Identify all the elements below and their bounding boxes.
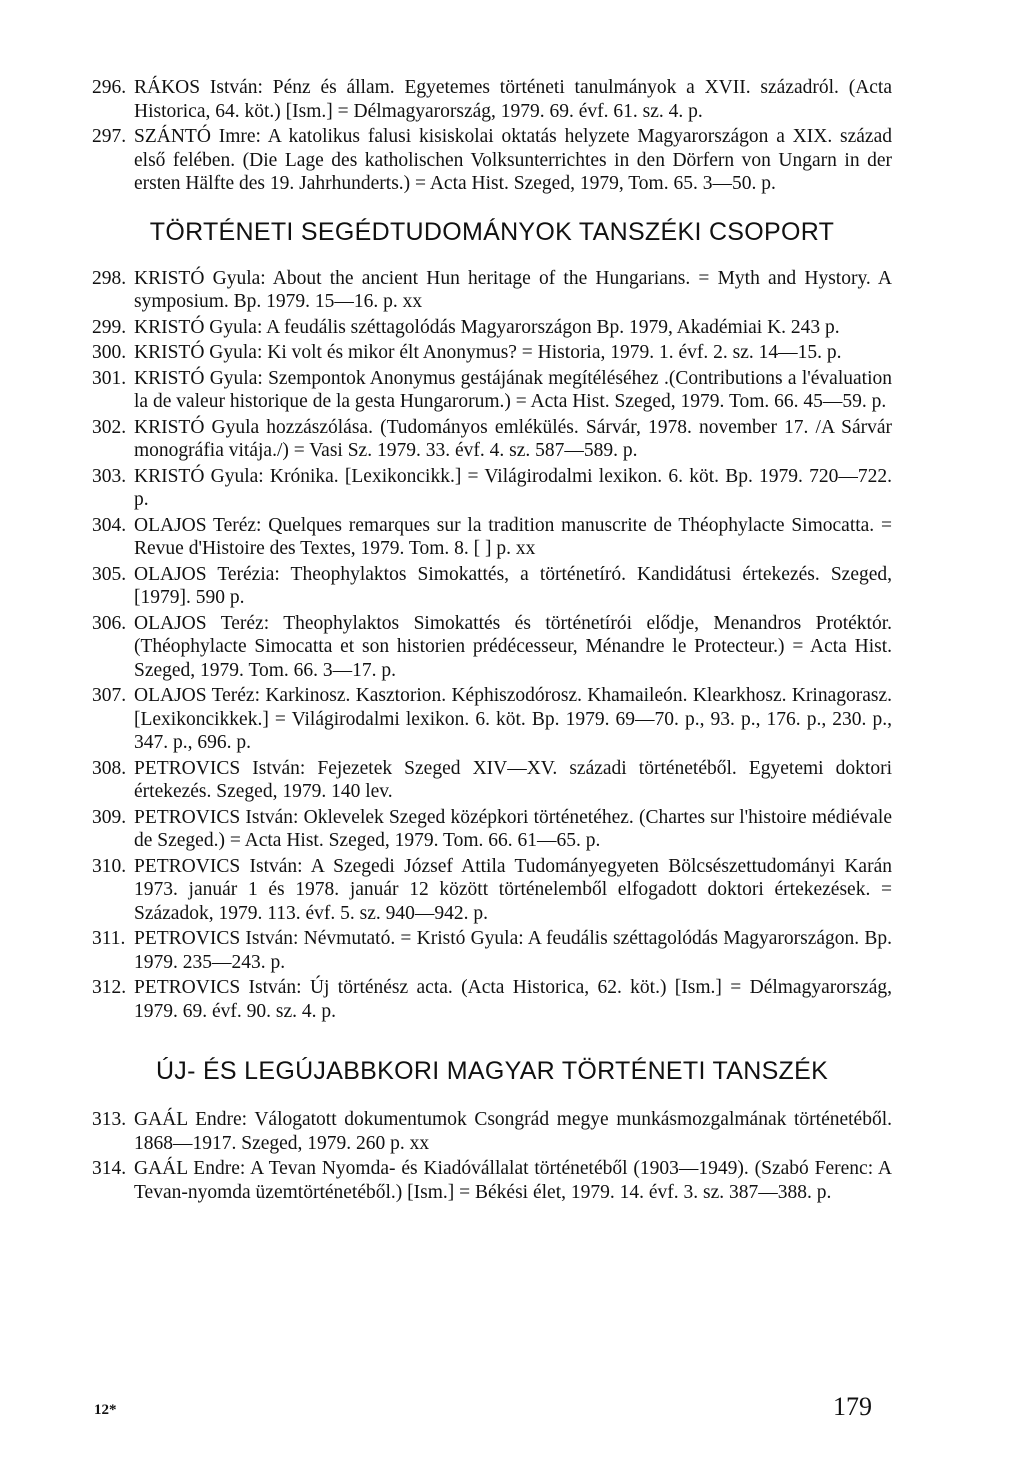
bibliography-entry <box>92 267 892 314</box>
entry-number: 309. <box>92 806 127 828</box>
bibliography-entry <box>92 416 892 463</box>
entry-number: 298. <box>92 267 127 289</box>
bibliography-entry <box>92 927 892 974</box>
bibliography-entry <box>92 367 892 414</box>
entry-number: 297. <box>92 126 127 147</box>
entry-text: OLAJOS Terézia: Theophylaktos Simokattés, a történetíró. Kandidátusi értekezés. Szeged, [1979]. 590 p. <box>134 563 892 608</box>
entry-text: PETROVICS István: Oklevelek Szeged középkori történetéhez. (Chartes sur l'histoire médiévale de Szeged.) = Acta Hist. Szeged, 1979. Tom. 66. 61—65. p. <box>134 806 892 851</box>
entry-number: 300. <box>92 342 127 363</box>
entry-number: 313. <box>92 1109 127 1130</box>
bibliography-entry <box>92 684 892 755</box>
entry-text: PETROVICS István: Új történész acta. (Acta Historica, 62. köt.) [Ism.] = Délmagyarország, 1979. 69. évf. 90. sz. 4. p. <box>134 977 892 1022</box>
entry-text: OLAJOS Teréz: Theophylaktos Simokattés és történetírói elődje, Menandros Protéktór. (Théophylacte Simocatta et son historien prédécesseur, Ménandre le Protecteur.) = Acta Hist. Szeged, 1979. Tom. 66. 3—17. p. <box>134 612 892 681</box>
entry-text: SZÁNTÓ Imre: A katolikus falusi kisiskolai oktatás helyzete Magyarországon a XIX. század első felében. (Die Lage des katholischen Volksunterrichtes in den Dörfern von Ungarn in der ersten Hälfte des 19. Jahrhunderts.) = Acta Hist. Szeged, 1979, Tom. 65. 3—50. p. <box>134 126 892 194</box>
bibliography-entry <box>92 465 892 512</box>
bibliography-entry <box>92 514 892 561</box>
page-number: 179 <box>833 1392 872 1421</box>
entry-number: 303. <box>92 465 127 487</box>
entry-text: PETROVICS István: Fejezetek Szeged XIV—XV. századi történetéből. Egyetemi doktori értekezés. Szeged, 1979. 140 lev. <box>134 757 892 802</box>
bibliography-entry <box>92 1108 892 1155</box>
entry-text: PETROVICS István: Névmutató. = Kristó Gyula: A feudális széttagolódás Magyarországon. Bp. 1979. 235—243. p. <box>134 928 892 973</box>
bibliography-entry <box>92 563 892 610</box>
entry-text: KRISTÓ Gyula: Krónika. [Lexikoncikk.] = Világirodalmi lexikon. 6. köt. Bp. 1979. 720—722. p. <box>134 465 892 510</box>
entry-number: 311. <box>92 928 126 949</box>
entry-number: 307. <box>92 685 127 706</box>
entry-text: OLAJOS Teréz: Quelques remarques sur la tradition manuscrite de Théophylacte Simocatta. = Revue d'Histoire des Textes, 1979. Tom. 8. [ ] p. xx <box>134 514 892 559</box>
entry-number: 296. <box>92 77 127 98</box>
entry-number: 302. <box>92 416 127 438</box>
entry-text: KRISTÓ Gyula: Ki volt és mikor élt Anonymus? = Historia, 1979. 1. évf. 2. sz. 14—15. p. <box>134 342 842 363</box>
bibliography-entry <box>92 341 892 365</box>
entry-text: KRISTÓ Gyula: Szempontok Anonymus gestájának megítéléséhez .(Contributions a l'évaluation la de valeur historique de la gesta Hungarorum.) = Acta Hist. Szeged, 1979. Tom. 66. 45—59. p. <box>134 367 892 412</box>
entry-text: RÁKOS István: Pénz és állam. Egyetemes történeti tanulmányok a XVII. századról. (Acta Historica, 64. köt.) [Ism.] = Délmagyarország, 1979. 69. évf. 61. sz. 4. p. <box>134 77 892 122</box>
bibliography-entry <box>92 316 892 340</box>
page-footer <box>92 1392 892 1432</box>
signature-mark: 12* <box>94 1402 117 1418</box>
entry-number: 301. <box>92 367 127 389</box>
bibliography-entry <box>92 1157 892 1204</box>
entry-text: GAÁL Endre: Válogatott dokumentumok Csongrád megye munkásmozgalmának történetéből. 1868—1917. Szeged, 1979. 260 p. xx <box>134 1109 892 1154</box>
entry-text: KRISTÓ Gyula hozzászólása. (Tudományos emlékülés. Sárvár, 1978. november 17. /A Sárvár monográfia vitája./) = Vasi Sz. 1979. 33. évf. 4. sz. 587—589. p. <box>134 416 892 461</box>
section-heading: ÚJ- ÉS LEGÚJABBKORI MAGYAR TÖRTÉNETI TANSZÉK <box>155 1057 829 1085</box>
entry-list-a <box>92 76 892 196</box>
bibliography-entry <box>92 976 892 1023</box>
entry-number: 299. <box>92 316 127 338</box>
entry-text: KRISTÓ Gyula: A feudális széttagolódás Magyarországon Bp. 1979, Akadémiai K. 243 p. <box>134 316 840 338</box>
entry-list-c <box>92 1108 892 1204</box>
entry-list-b <box>92 267 892 1024</box>
entry-text: OLAJOS Teréz: Karkinosz. Kasztorion. Képhiszodórosz. Khamaileón. Klearkhosz. Krinagorasz. [Lexikoncikkek.] = Világirodalmi lexikon. 6. köt. Bp. 1979. 69—70. p., 93. p., 176. p., 230. p., 347. p., 696. p. <box>134 685 892 753</box>
section-heading: TÖRTÉNETI SEGÉDTUDOMÁNYOK TANSZÉKI CSOPORT <box>149 217 835 246</box>
entry-number: 310. <box>92 855 127 877</box>
entry-text: PETROVICS István: A Szegedi József Attila Tudományegyeten Bölcsészettudományi Karán 1973. január 1 és 1978. január 12 között történelemből elfogadott doktori értekezések. = Századok, 1979. 113. évf. 5. sz. 940—942. p. <box>134 855 892 924</box>
entry-number: 304. <box>92 514 127 536</box>
bibliography-entry <box>92 612 892 683</box>
bibliography-entry <box>92 76 892 123</box>
entry-number: 305. <box>92 563 127 585</box>
bibliography-entry <box>92 757 892 804</box>
entry-number: 308. <box>92 757 127 779</box>
entry-number: 312. <box>92 977 127 998</box>
entry-number: 306. <box>92 612 127 634</box>
entry-text: GAÁL Endre: A Tevan Nyomda- és Kiadóvállalat történetéből (1903—1949). (Szabó Ferenc: A Tevan-nyomda üzemtörténetéből.) [Ism.] = Békési élet, 1979. 14. évf. 3. sz. 387—388. p. <box>134 1158 892 1203</box>
bibliography-entry <box>92 855 892 926</box>
entry-number: 314. <box>92 1158 127 1179</box>
bibliography-entry <box>92 125 892 196</box>
bibliography-entry <box>92 806 892 853</box>
bibliography-page <box>92 76 892 1206</box>
entry-text: KRISTÓ Gyula: About the ancient Hun heritage of the Hungarians. = Myth and Hystory. A symposium. Bp. 1979. 15—16. p. xx <box>134 267 892 312</box>
